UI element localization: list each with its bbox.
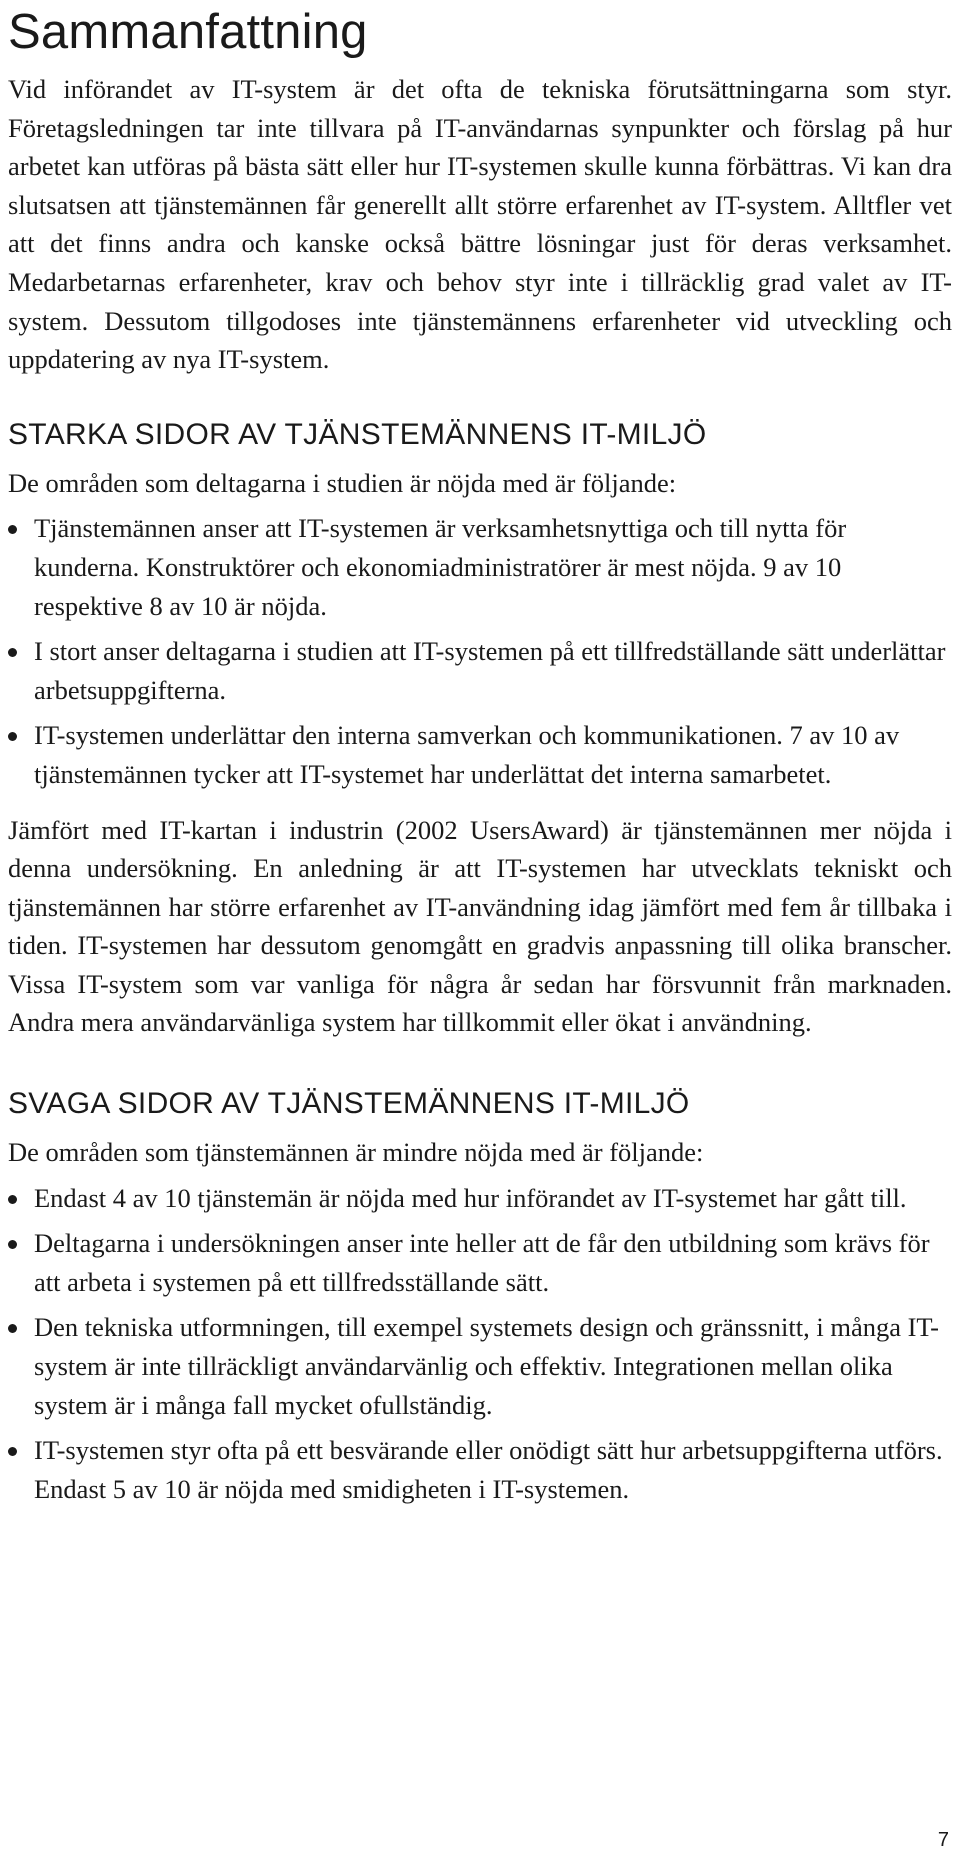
weaknesses-list <box>8 1179 952 1509</box>
list-item-text: Deltagarna i undersökningen anser inte heller att de får den utbildning som krävs för att arbeta i systemen på ett tillfredsställande sätt. <box>34 1228 930 1297</box>
page-title: Sammanfattning <box>8 5 368 59</box>
bullet-icon <box>8 732 17 741</box>
document-page <box>8 0 952 1508</box>
list-item-text: Tjänstemännen anser att IT-systemen är verksamhetsnyttiga och till nytta för kunderna. Konstruktörer och ekonomiadministratörer är mest nöjda. 9 av 10 respektive 8 av 10 är nöjda. <box>34 513 847 621</box>
list-item-text: I stort anser deltagarna i studien att IT-systemen på ett tillfredställande sätt underlättar arbetsuppgifterna. <box>34 636 946 705</box>
list-item-text: Den tekniska utformningen, till exempel systemets design och gränssnitt, i många IT-system är inte tillräckligt användarvänlig och effektiv. Integrationen mellan olika system är i många fall mycket ofullständig. <box>34 1312 939 1420</box>
strengths-intro: De områden som deltagarna i studien är nöjda med är följande: <box>8 467 677 498</box>
page-number: 7 <box>937 1829 949 1851</box>
weaknesses-intro: De områden som tjänstemännen är mindre nöjda med är följande: <box>8 1137 704 1168</box>
list-item <box>8 1431 952 1508</box>
list-item-text: IT-systemen underlättar den interna samverkan och kommunikationen. 7 av 10 av tjänstemännen tycker att IT-systemet har underlättat det interna samarbetet. <box>34 720 900 789</box>
bullet-icon <box>8 1195 17 1204</box>
bullet-icon <box>8 1240 17 1249</box>
list-item-text: Endast 4 av 10 tjänstemän är nöjda med hur införandet av IT-systemet har gått till. <box>34 1182 907 1213</box>
bullet-icon <box>8 648 17 657</box>
list-item <box>8 632 952 709</box>
list-item <box>8 509 952 625</box>
strengths-heading: STARKA SIDOR AV TJÄNSTEMÄNNENS IT-MILJÖ <box>8 417 707 451</box>
list-item <box>8 1179 952 1218</box>
bullet-icon <box>8 1447 17 1456</box>
weaknesses-heading: SVAGA SIDOR AV TJÄNSTEMÄNNENS IT-MILJÖ <box>8 1087 690 1121</box>
list-item-text: IT-systemen styr ofta på ett besvärande eller onödigt sätt hur arbetsuppgifterna utförs. Endast 5 av 10 är nöjda med smidigheten i IT-systemen. <box>34 1435 943 1504</box>
comparison-paragraph: Jämfört med IT-kartan i industrin (2002 UsersAward) är tjänstemännen mer nöjda i denna undersökning. En anledning är att IT-systemen har utvecklats tekniskt och tjänstemännen har större erfarenhet av IT-användning idag jämfört med fem år tillbaka i tiden. IT-systemen har dessutom genomgått en gradvis anpassning till olika branscher. Vissa IT-system som var vanliga för några år sedan har försvunnit från marknaden. Andra mera användarvänliga system har tillkommit eller ökat i användning. <box>8 814 952 1038</box>
bullet-icon <box>8 1324 17 1333</box>
strengths-list <box>8 509 952 793</box>
bullet-icon <box>8 525 17 534</box>
list-item <box>8 1224 952 1301</box>
list-item <box>8 716 952 793</box>
summary-paragraph: Vid införandet av IT-system är det ofta de tekniska förutsättningarna som styr. Företagsledningen tar inte tillvara på IT-användarnas synpunkter och förslag på hur arbetet kan utföras på bästa sätt eller hur IT-systemen skulle kunna förbättras. Vi kan dra slutsatsen att tjänstemännen får generellt allt större erfarenhet av IT-system. Alltfler vet att det finns andra och kanske också bättre lösningar just för deras verksamhet. Medarbetarnas erfarenheter, krav och behov styr inte i tillräcklig grad valet av IT-system. Dessutom tillgodoses inte tjänstemännens erfarenheter vid utveckling och uppdatering av nya IT-system. <box>8 74 952 375</box>
list-item <box>8 1308 952 1424</box>
